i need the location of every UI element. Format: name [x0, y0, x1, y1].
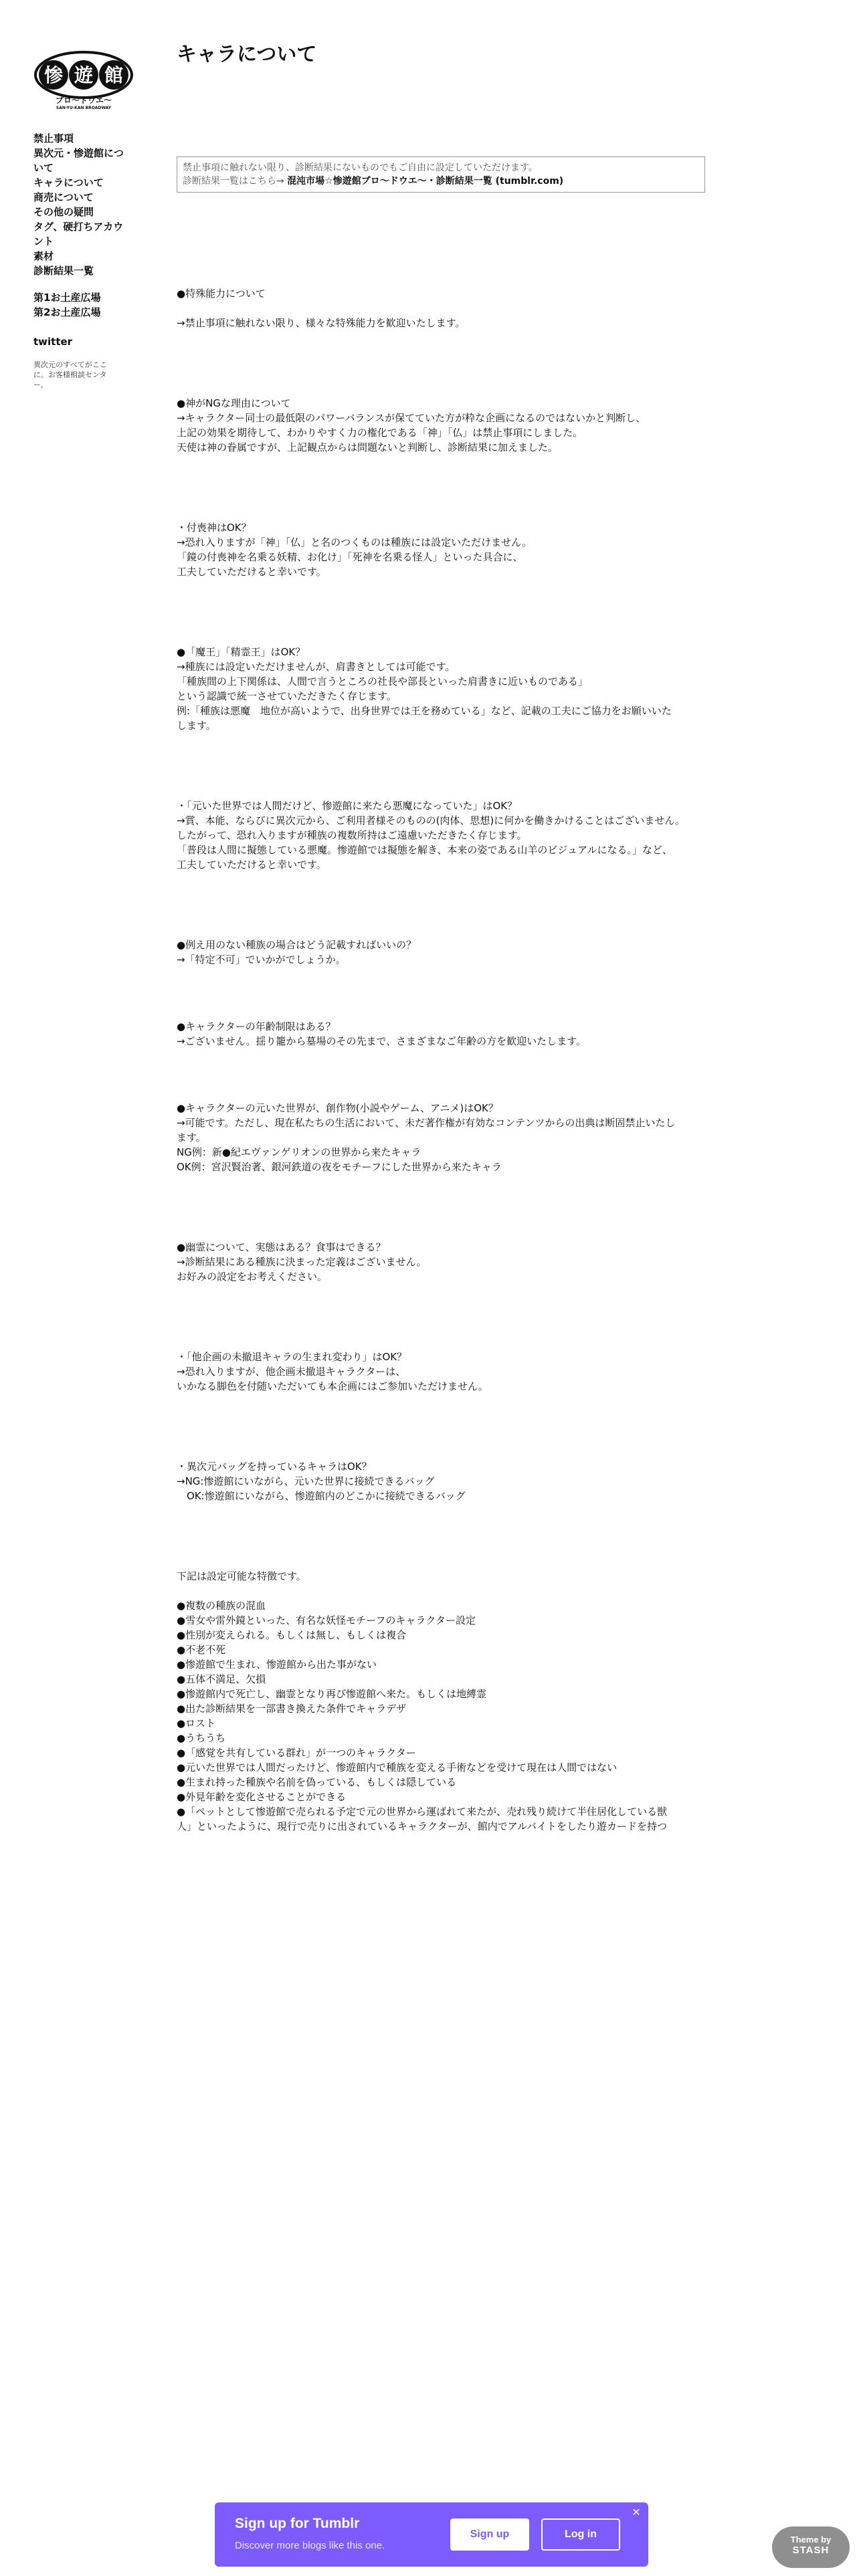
notice-prefix: 診断結果一覧はこちら→ [183, 176, 288, 187]
svg-text:惨: 惨 [43, 64, 64, 86]
section-line: ●惨遊館で生まれ、惨遊館から出た事がない [177, 1658, 377, 1671]
section-line: という認識で統一させていただきたく存じます。 [177, 690, 397, 702]
notice-box [177, 156, 705, 193]
nav-main [33, 131, 134, 278]
blank-line [177, 301, 712, 316]
section-heading: ●キャラクターの元いた世界が、創作物(小説やゲーム、アニメ)はOK？ [177, 1102, 498, 1114]
section-line: ●うちうち [177, 1732, 226, 1744]
section-heading: ●キャラクターの年齢制限はある？ [177, 1021, 336, 1033]
section-line: →種族には設定いただけませんが、肩書きとしては可能です。 [177, 661, 456, 673]
section-heading: ●「魔王」「精霊王」はOK？ [177, 646, 306, 658]
notice-link-line [183, 175, 699, 188]
section-line: OK:惨遊館にいながら、惨遊館内のどこかに接続できるバッグ [177, 1490, 466, 1502]
theme-badge[interactable] [772, 2527, 850, 2568]
main-content [177, 40, 712, 1834]
section-line: →禁止事項に触れない限り、様々な特殊能力を歓迎いたします。 [177, 317, 466, 329]
nav-item-3[interactable]: 商売について [33, 191, 94, 203]
faq-section [177, 396, 712, 455]
section-line: →「特定不可」でいかがでしょうか。 [177, 954, 346, 966]
site-logo[interactable] [33, 49, 134, 110]
section-line: OK例：宮沢賢治著、銀河鉄道の夜をモチーフにした世界から来たキャラ [177, 1161, 502, 1173]
section-heading: ●幽霊について、実態はある？食事はできる？ [177, 1241, 386, 1253]
nav-item-7[interactable]: 診断結果一覧 [33, 265, 94, 277]
section-line: 人」といったように、現行で売りに出されているキャラクターが、館内でアルバイトをしたり遊カードを持つ [177, 1820, 668, 1832]
nav-secondary-item-0[interactable]: 第1お土産広場 [33, 292, 101, 304]
section-line: ●外見年齢を変化させることができる [177, 1791, 347, 1803]
section-line: ●「ペットとして惨遊館で売られる予定で元の世界から運ばれて来たが、売れ残り続けて半住居化している獣 [177, 1806, 668, 1818]
section-line: →キャラクター同士の最低限のパワーバランスが保てていた方が粋な企画になるのではないかと判断し、 [177, 412, 646, 424]
section-line: →ございません。揺り籠から墓場のその先まで、さまざまなご年齢の方を歓迎いたします。 [177, 1035, 586, 1047]
theme-badge-label: Theme by [790, 2535, 832, 2545]
section-line: 例:「種族は悪魔 地位が高いようで、出身世界では王を務めている」など、記載の工夫にご協力をお願いいた [177, 705, 672, 717]
section-line: →診断結果にある種族に決まった定義はございません。 [177, 1256, 427, 1268]
blank-line [177, 1584, 712, 1598]
faq-section [177, 645, 712, 733]
section-line: NG例：新●紀エヴァンゲリオンの世界から来たキャラ [177, 1146, 421, 1158]
theme-badge-name: STASH [792, 2545, 830, 2556]
faq-section [177, 286, 712, 330]
faq-section [177, 1101, 712, 1174]
faq-section [177, 798, 712, 872]
sidebar [33, 49, 134, 390]
section-line: 天使は神の眷属ですが、上記観点からは問題ないと判断し、診断結果に加えました。 [177, 441, 559, 453]
faq-section [177, 1350, 712, 1394]
results-list-link[interactable]: 混沌市場☆惨遊館ブロ〜ドウエ〜・診断結果一覧 (tumblr.com) [287, 176, 564, 187]
section-line: ●複数の種族の混血 [177, 1600, 266, 1612]
section-line: 「普段は人間に擬態している悪魔。惨遊館では擬態を解き、本来の姿である山羊のビジュアルになる。」など、 [177, 844, 673, 856]
section-line: します。 [177, 720, 216, 732]
svg-text:プロ〜ドウエ〜: プロ〜ドウエ〜 [55, 96, 112, 105]
close-icon[interactable]: ✕ [632, 2506, 641, 2518]
section-heading: ●特殊能力について [177, 288, 266, 300]
section-heading: ●例え用のない種族の場合はどう記載すればいいの？ [177, 939, 417, 951]
section-line: いかなる脚色を付随いただいても本企画にはご参加いただけません。 [177, 1380, 488, 1392]
faq-section [177, 520, 712, 579]
section-heading: 下記は設定可能な特徴です。 [177, 1570, 306, 1582]
section-line: →恐れ入りますが、他企画未撤退キャラクターは、 [177, 1366, 406, 1378]
section-line: 「種族間の上下関係は、人間で言うところの社長や部長といった肩書きに近いものである」 [177, 675, 589, 687]
section-line: ●ロスト [177, 1717, 216, 1729]
banner-title: Sign up for Tumblr [235, 2516, 360, 2531]
faq-section [177, 1019, 712, 1049]
faq-section [177, 1459, 712, 1503]
section-line: ●出た診断結果を一部書き換えた条件でキャラデザ [177, 1703, 407, 1715]
section-line: 「鏡の付喪神を名乗る妖精、お化け」「死神を名乗る怪人」といった具合に、 [177, 551, 523, 563]
nav-item-2[interactable]: キャラについて [33, 177, 104, 189]
faq-section [177, 938, 712, 967]
section-heading: ・「他企画の未撤退キャラの生まれ変わり」はOK？ [177, 1351, 407, 1363]
login-button[interactable]: Log in [541, 2518, 620, 2551]
sidebar-tagline: 異次元のすべてがここに。お客様相談センター。 [33, 360, 107, 389]
nav-item-5[interactable]: タグ、硬打ちアカウント [33, 221, 124, 247]
notice-text: 禁止事項に触れない限り、診断結果にないものでもご自由に設定していただけます。 [183, 163, 538, 173]
section-heading: ●神がNGな理由について [177, 397, 291, 409]
section-heading: ・付喪神はOK？ [177, 522, 252, 534]
section-line: ●五体不満足、欠損 [177, 1673, 266, 1685]
section-line: →可能です。ただし、現在私たちの生活において、未だ著作権が有効なコンテンツからの出典は断固禁止いたし [177, 1117, 676, 1129]
section-line: →恐れ入りますが「神」「仏」と名のつくものは種族には設定いただけません。 [177, 536, 532, 548]
signup-button[interactable]: Sign up [450, 2518, 529, 2551]
section-line: →NG:惨遊館にいながら、元いた世界に接続できるバッグ [177, 1475, 435, 1487]
faq-sections [177, 286, 712, 1834]
svg-text:館: 館 [104, 64, 124, 86]
nav-item-4[interactable]: その他の疑問 [33, 206, 94, 218]
nav-secondary-item-1[interactable]: 第2お土産広場 [33, 306, 101, 318]
svg-text:遊: 遊 [74, 64, 94, 86]
section-line: 上記の効果を期待して、わかりやすく力の権化である「神」「仏」は禁止事項にしました。 [177, 427, 583, 439]
signup-banner [215, 2502, 648, 2567]
section-line: したがって、恐れ入りますが種族の複数所持はご遠慮いただきたく存じます。 [177, 829, 527, 841]
twitter-link[interactable]: twitter [33, 336, 73, 348]
nav-secondary [33, 290, 134, 320]
svg-text:SAN-YU-KAN BROADWAY: SAN-YU-KAN BROADWAY [56, 106, 112, 110]
section-line: ●生まれ持った種族や名前を偽っている、もしくは隠している [177, 1776, 457, 1788]
section-line: ●不老不死 [177, 1644, 226, 1656]
section-line: ます。 [177, 1132, 206, 1144]
banner-subtitle: Discover more blogs like this one. [235, 2540, 385, 2551]
section-line: お好みの設定をお考えください。 [177, 1271, 328, 1283]
faq-section [177, 1569, 712, 1834]
section-heading: ・「元いた世界では人間だけど、惨遊館に来たら悪魔になっていた」はOK？ [177, 800, 518, 812]
section-line: ●惨遊館内で死亡し、幽霊となり再び惨遊館へ来た。もしくは地縛霊 [177, 1688, 487, 1700]
section-line: →賞、本能、ならびに異次元から、ご利用者様そのものの(肉体、思想)に何かを働きかけることはございません。 [177, 815, 686, 827]
section-line: ●性別が変えられる。もしくは無し、もしくは複合 [177, 1629, 407, 1641]
section-line: 工夫していただけると幸いです。 [177, 566, 326, 578]
section-line: ●雪女や雷外鏡といった、有名な妖怪モチーフのキャラクター設定 [177, 1614, 476, 1626]
nav-item-1[interactable]: 異次元・惨遊館について [33, 147, 124, 174]
section-line: 工夫していただけると幸いです。 [177, 859, 326, 871]
page-title: キャラについて [177, 43, 317, 66]
faq-section [177, 1240, 712, 1284]
nav-item-6[interactable]: 素材 [33, 250, 54, 262]
section-line: ●「感覚を共有している群れ」が一つのキャラクター [177, 1747, 416, 1759]
section-heading: ・異次元バッグを持っているキャラはOK？ [177, 1461, 372, 1473]
nav-item-0[interactable]: 禁止事項 [33, 132, 74, 144]
section-line: ●元いた世界では人間だったけど、惨遊館内で種族を変える手術などを受けて現在は人間ではない [177, 1761, 617, 1774]
